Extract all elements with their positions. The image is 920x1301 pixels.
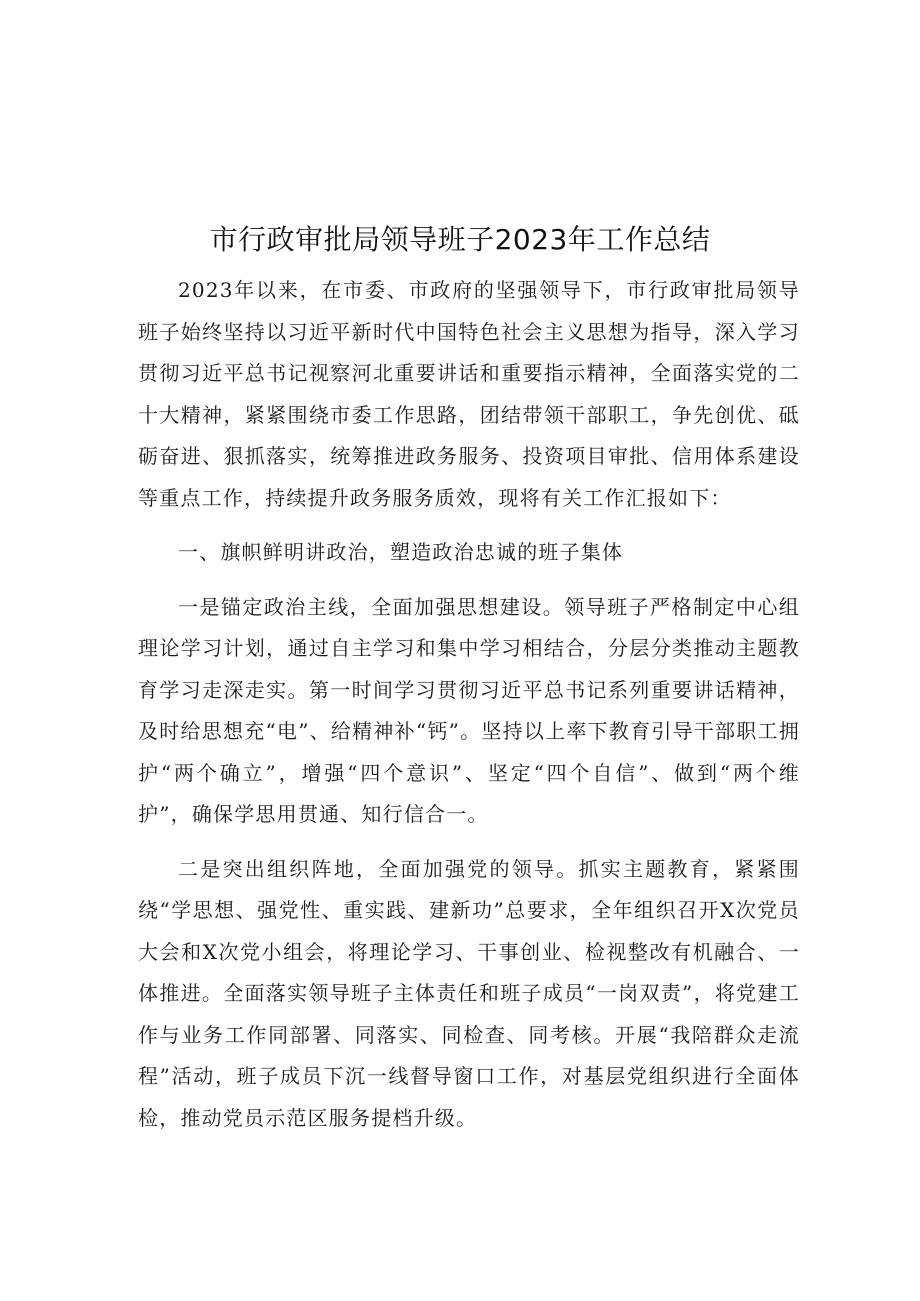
document-body — [138, 270, 800, 1139]
body-paragraph: 二是突出组织阵地，全面加强党的领导。抓实主题教育，紧紧围绕“学思想、强党性、重实践、建新功”总要求，全年组织召开X次党员大会和X次党小组会，将理论学习、干事创业、检视整改有机融合、一体推进。全面落实领导班子主体责任和班子成员“一岗双责”，将党建工作与业务工作同部署、同落实、同检查、同考核。开展“我陪群众走流程”活动，班子成员下沉一线督导窗口工作，对基层党组织进行全面体检，推动党员示范区服务提档升级。 — [138, 856, 800, 1130]
document-title: 市行政审批局领导班子2023年工作总结 — [209, 223, 711, 256]
intro-paragraph: 2023年以来，在市委、市政府的坚强领导下，市行政审批局领导班子始终坚持以习近平新时代中国特色社会主义思想为指导，深入学习贯彻习近平总书记视察河北重要讲话和重要指示精神，全面落实党的二十大精神，紧紧围绕市委工作思路，团结带领干部职工，争先创优、砥砺奋进、狠抓落实，统筹推进政务服务、投资项目审批、信用体系建设等重点工作，持续提升政务服务质效，现将有关工作汇报如下： — [138, 278, 800, 510]
section-heading: 一、旗帜鲜明讲政治，塑造政治忠诚的班子集体 — [178, 540, 624, 564]
body-paragraph: 一是锚定政治主线，全面加强思想建设。领导班子严格制定中心组理论学习计划，通过自主学习和集中学习相结合，分层分类推动主题教育学习走深走实。第一时间学习贯彻习近平总书记系列重要讲话精神，及时给思想充“电”、给精神补“钙”。坚持以上率下教育引导干部职工拥护“两个确立”，增强“四个意识”、坚定“四个自信”、做到“两个维护”，确保学思用贯通、知行信合一。 — [138, 594, 800, 826]
